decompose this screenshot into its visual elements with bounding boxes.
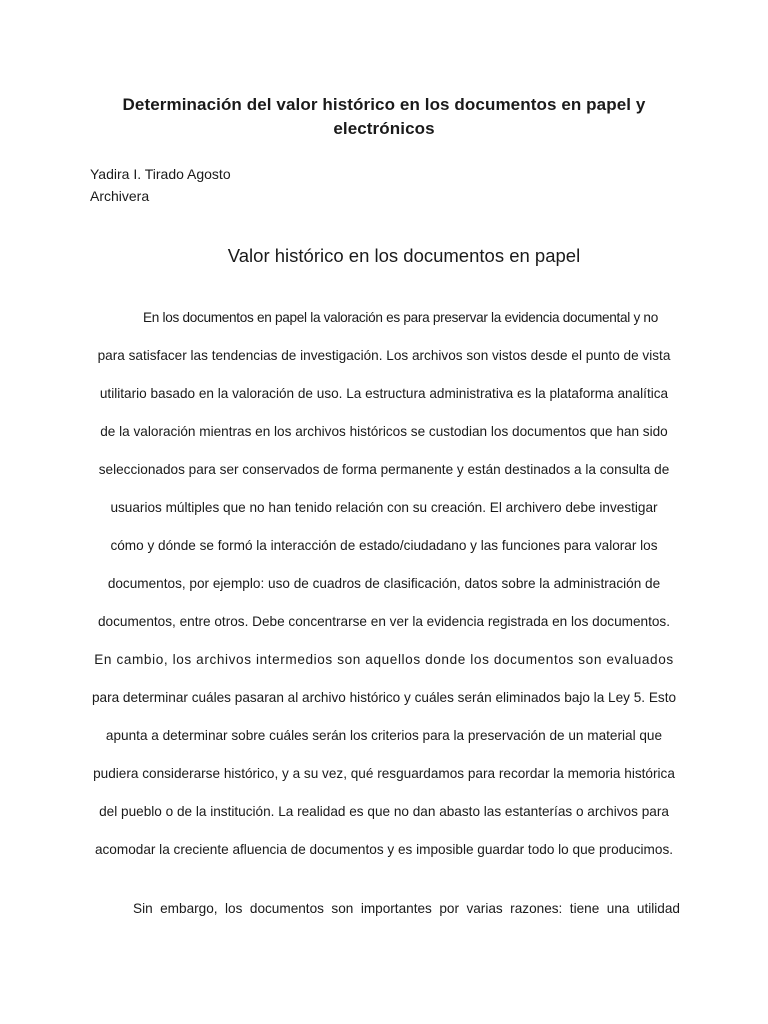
- paragraph-line: usuarios múltiples que no han tenido relación con su creación. El archivero debe investigar: [110, 500, 658, 515]
- paragraph-line: documentos, entre otros. Debe concentrarse en ver la evidencia registrada en los documentos.: [97, 614, 670, 629]
- paragraph-line: utilitario basado en la valoración de uso. La estructura administrativa es la plataforma analítica: [99, 386, 669, 401]
- title-line-1: Determinación del valor histórico en los documentos en papel y: [122, 95, 646, 114]
- paragraph-line: cómo y dónde se formó la interacción de estado/ciudadano y las funciones para valorar los: [110, 538, 658, 553]
- paragraph-line: pudiera considerarse histórico, y a su vez, qué resguardamos para recordar la memoria histórica: [93, 766, 675, 781]
- paragraph-line: para satisfacer las tendencias de investigación. Los archivos son vistos desde el punto de vista: [97, 348, 671, 363]
- paragraph-line: En los documentos en papel la valoración es para preservar la evidencia documental y no: [143, 310, 658, 325]
- paragraph-line: seleccionados para ser conservados de forma permanente y están destinados a la consulta de: [98, 462, 670, 477]
- author-name: Yadira I. Tirado Agosto: [90, 166, 231, 182]
- title-line-2: electrónicos: [333, 119, 435, 138]
- paragraph-line: En cambio, los archivos intermedios son aquellos donde los documentos son evaluados: [94, 652, 674, 667]
- paragraph-line: acomodar la creciente afluencia de documentos y es imposible guardar todo lo que producimos.: [94, 842, 674, 857]
- paragraph-line: para determinar cuáles pasaran al archivo histórico y cuáles serán eliminados bajo la Ley 5. Esto: [91, 690, 677, 705]
- paragraph-line: de la valoración mientras en los archivos históricos se custodian los documentos que han sido: [100, 424, 668, 439]
- document-title: [80, 93, 688, 141]
- paragraph-line: apunta a determinar sobre cuáles serán los criterios para la preservación de un material que: [105, 728, 663, 743]
- author-role: Archivera: [90, 188, 150, 204]
- author-block: [90, 163, 231, 207]
- section-heading: Valor histórico en los documentos en papel: [227, 245, 581, 266]
- paragraph-line: Sin embargo, los documentos son importantes por varias razones: tiene una utilidad: [133, 901, 680, 916]
- paragraph-line: del pueblo o de la institución. La realidad es que no dan abasto las estanterías o archivos para: [99, 804, 669, 819]
- paragraph-line: documentos, por ejemplo: uso de cuadros de clasificación, datos sobre la administración de: [107, 576, 661, 591]
